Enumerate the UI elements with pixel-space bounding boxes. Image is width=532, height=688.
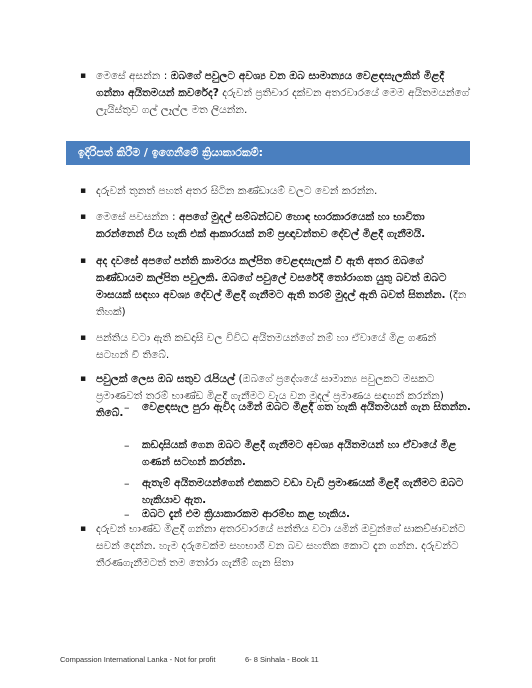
- item-note: (ඔබගේ ප්‍රදේශයේ සාමාන්‍ය පවුලකට මසකට ප්‍රමාණවත් තරම් භාණ්ඩ මිළදී ගැනීමට වැය වන මුදල් ප්‍රමාණය සඳහන් කරන්න): [96, 373, 444, 402]
- item-text: දරුවන් තුනත් පහත් අතර සිටින කණ්ඩායම් වලට වෙන් කරන්න.: [96, 185, 378, 197]
- sub-item: වෙළඳසැල පුරා ඇවිද යමින් ඔබට මිළදී ගත හැකි අයිතමයන් ගැන සිතන්න.: [142, 401, 471, 413]
- dash-marker: –: [124, 477, 130, 490]
- item-tail: තිබේ.: [96, 407, 124, 419]
- footer-left: Compassion International Lanka - Not for profit: [60, 655, 216, 664]
- bullet-marker: ▪: [80, 212, 87, 222]
- item-lead: මෙසේ පවසන්න :: [96, 211, 176, 223]
- bullet-marker: ▪: [80, 333, 87, 343]
- item-bold-text: පවුලක් ලෙස ඔබ සතුව රැපියල්: [96, 373, 236, 385]
- list-item: [96, 183, 470, 200]
- bullet-marker: ▪: [80, 256, 87, 266]
- item-note: (දීන තිහක්): [96, 289, 467, 318]
- list-item: [96, 209, 470, 243]
- item-bold-text: අද දවසේ අපගේ පන්ති කාමරය කල්පිත වෙළඳසැලක් වී ඇති අතර ඔබගේ කණ්ඩායම කල්පිත පවුලකි. ඔබගේ පවුලේ වසරේදී තෝරාගත යුතු බවත් ඔබට මාසයක් සඳහා අවශ්‍ය දේවල් මිළදී ගැනීමට ඇති තරම් මුදල් ඇති බවත් සිතන්න.: [96, 255, 447, 301]
- item-bold-text: අපගේ මුදල් සම්බන්ධව හොඳ භාරකාරයෙක් හා භාවිතා කරන්නෙන් විය හැකි එක් ආකාරයක් නම් ප්‍රඥාවන්තව දේවල් මිළදී ගැනීමයි.: [96, 211, 426, 240]
- bullet-marker: ▪: [80, 374, 87, 384]
- closing-paragraph: දරුවන් භාණ්ඩ මිළදී ගන්නා අතරවාරයේ පන්තිය වටා යමින් ඔවුන්ගේ සාකච්ඡාවන්ට සවන් දෙන්න. හැම දරුවෙක්ම සහභාගී වන බව සහතික කොට දැන ගන්න. දරුවන්ට තීරණගැනීමටත් තම තෝරා ගැනීම් ගැන සිතා: [96, 523, 466, 569]
- intro-question: ඔබගේ පවුලට අවශ්‍ය වන ඔබ සාමාන්‍යය වෙළඳසැලකින් මිළදී ගන්නා අයිතමයන් කවරේද?: [96, 70, 445, 99]
- item-text: පන්තිය වටා ඇති කඩදාසි වල විවිධ අයිතමයන්ගේ නම් හා ඒවායේ මිළ ගණන් සටහන් වී තිබේ.: [96, 332, 437, 361]
- bullet-marker: ▪: [80, 71, 87, 81]
- sub-item: ඇතැම් අයිතමයන්ගෙන් එකකට වඩා වැඩි ප්‍රමාණයක් මිළදී ගැනීමට ඔබට හැකියාව ඇත.: [142, 477, 464, 506]
- section-banner: ඉදිරිපත් කිරීම / ඉගෙනීමේ ක්‍රියාකාරකම්:: [66, 141, 470, 165]
- footer-right: 6- 8 Sinhala - Book 11: [245, 655, 319, 664]
- sub-item: කඩදාසියක් ගෙන ඔබට මිළදී ගැනීමට අවශ්‍ය අයිතමයන් හා ඒවායේ මිළ ගණන් සටහන් කරන්න.: [142, 439, 457, 468]
- dash-marker: –: [124, 508, 130, 521]
- list-item: [96, 253, 470, 321]
- dash-marker: –: [124, 401, 130, 414]
- bullet-marker: ▪: [80, 186, 87, 196]
- sub-item: ඔබට දැන් එම ක්‍රියාකාරකම ආරම්භ කළ හැකිය.: [142, 508, 351, 520]
- intro-paragraph: [96, 68, 470, 119]
- intro-lead: මෙසේ අසන්න :: [96, 70, 168, 82]
- intro-rest: දරුවන් ප්‍රතිචාර දක්වන අතරවාරයේ මෙම අයිතමයන්ගේ ලැයිස්තුව ගල් ලෑල්ල මත ලියන්න.: [96, 87, 470, 116]
- dash-marker: –: [124, 439, 130, 452]
- bullet-marker: ▪: [80, 524, 87, 534]
- list-item: [96, 330, 470, 364]
